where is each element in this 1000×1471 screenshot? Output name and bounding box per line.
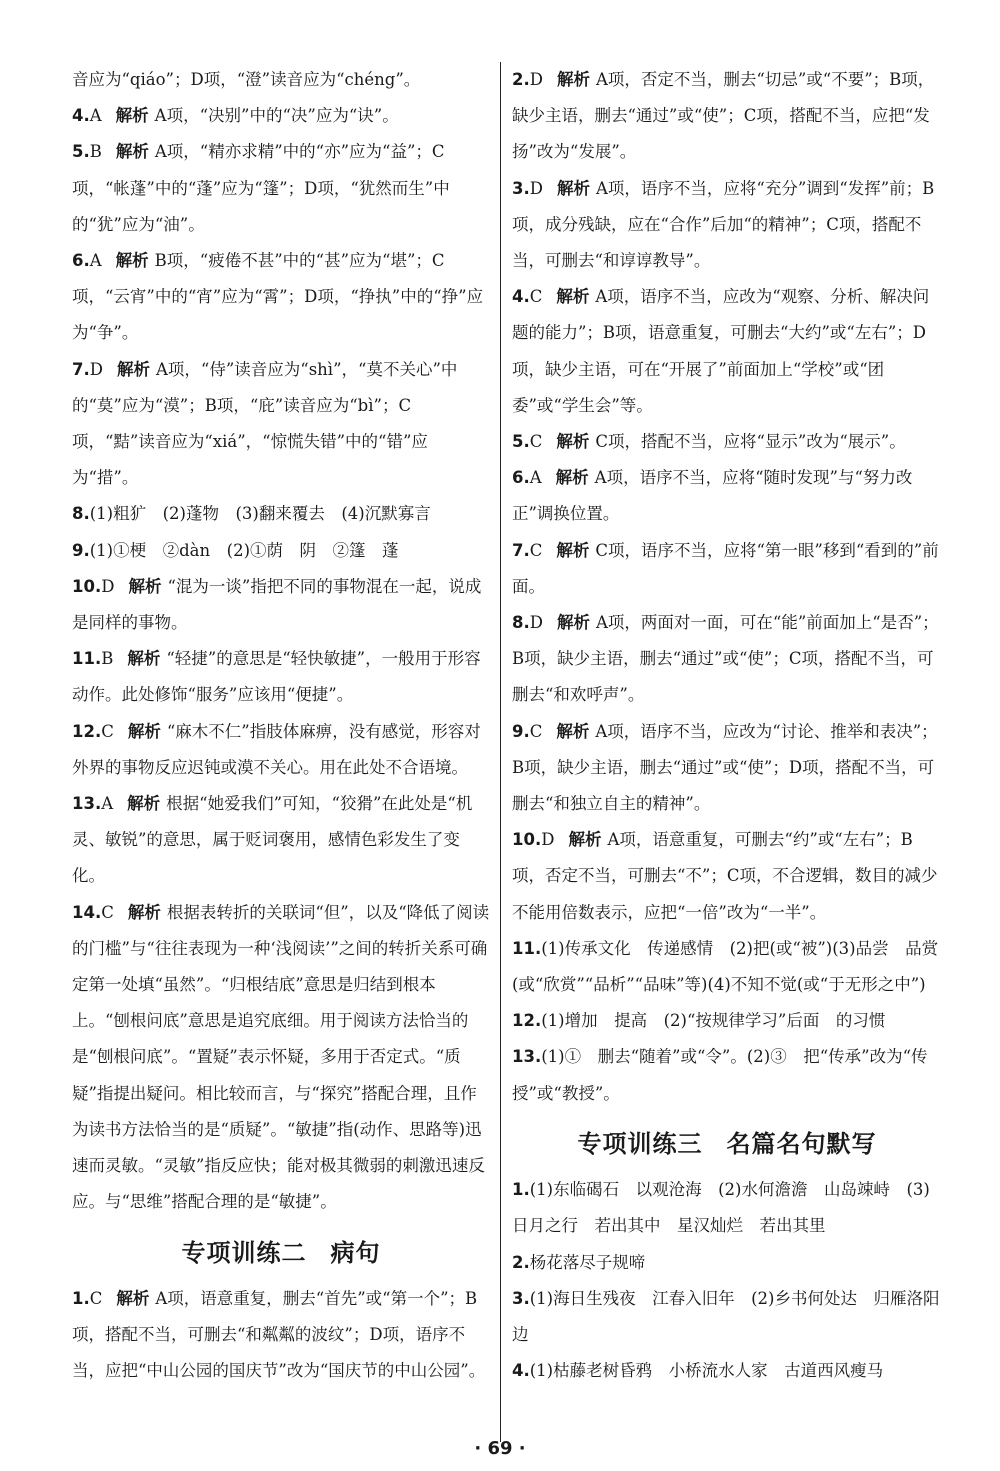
item-text: (1)粗犷 (2)蓬物 (3)翻来覆去 (4)沉默寡言	[89, 504, 431, 524]
item-text: A项，语意重复，可删去“约”或“左右”；B项，否定不当，可删去“不”；C项，不合逻辑，数目的减少不能用倍数表示，应把“一倍”改为“一半”。	[512, 830, 938, 922]
item-answer: A	[89, 106, 102, 126]
item-answer: D	[541, 830, 555, 850]
item-text: A项，语序不当，应将“随时发现”与“努力改正”调换位置。	[512, 468, 913, 524]
answer-item	[72, 714, 490, 786]
section-title-main: 专项训练三	[577, 1129, 703, 1158]
item-answer: D	[89, 359, 103, 379]
answer-item	[512, 1281, 942, 1353]
item-text: A项，“精亦求精”中的“亦”应为“益”；C项，“帐蓬”中的“蓬”应为“篷”；D项，“犹然而生”中的“犹”应为“油”。	[72, 142, 450, 234]
answer-item	[72, 569, 490, 641]
item-answer: C	[529, 721, 543, 741]
answer-item	[72, 243, 490, 352]
analysis-label: 解析	[556, 540, 590, 560]
column-divider	[500, 62, 501, 1442]
right-column	[512, 62, 942, 1389]
answer-item	[512, 1172, 942, 1244]
item-number: 9.	[72, 540, 90, 560]
answer-item	[72, 134, 490, 243]
analysis-label: 解析	[555, 468, 589, 488]
item-text: A项，语序不当，应改为“观察、分析、解决问题的能力”；B项，语意重复，可删去“大约”或“左右”；D项，缺少主语，可在“开展了”前面加上“学校”或“团委”或“学生会”等。	[512, 287, 930, 415]
item-answer: C	[101, 902, 114, 922]
section-title-sub: 名篇名句默写	[726, 1129, 877, 1158]
item-text: A项，语意重复，删去“首先”或“第一个”；B项，搭配不当，可删去“和粼粼的波纹”；D项，语序不当，应把“中山公园的国庆节”改为“国庆节的中山公园”。	[72, 1288, 486, 1381]
analysis-label: 解析	[115, 106, 149, 126]
answer-item	[512, 171, 942, 280]
analysis-label: 解析	[556, 432, 590, 452]
item-answer: A	[89, 251, 102, 271]
item-number: 7.	[512, 540, 530, 560]
item-number: 5.	[72, 142, 90, 162]
item-text: (1)枯藤老树昏鸦 小桥流水人家 古道西风瘦马	[529, 1361, 884, 1381]
left-column	[72, 62, 490, 1389]
item-number: 13.	[72, 794, 102, 814]
item-text: (1)增加 提高 (2)“按规律学习”后面 的习惯	[541, 1011, 886, 1031]
item-number: 10.	[512, 830, 542, 850]
item-text: (1)传承文化 传递感情 (2)把(或“被”)(3)品尝 品赏(或“欣赏”“品析”“品味”等)(4)不知不觉(或“于无形之中”)	[512, 938, 939, 995]
analysis-label: 解析	[115, 142, 149, 162]
item-number: 13.	[512, 1047, 542, 1067]
answer-item	[512, 931, 942, 1003]
analysis-label: 解析	[127, 902, 161, 922]
item-text: A项，两面对一面，可在“能”前面加上“是否”；B项，缺少主语，删去“通过”或“使”；C项，搭配不当，可删去“和欢呼声”。	[512, 613, 939, 705]
item-number: 6.	[512, 468, 530, 488]
item-answer: C	[529, 540, 543, 560]
item-number: 3.	[512, 1288, 530, 1308]
answer-item	[512, 714, 942, 823]
answer-item	[72, 895, 490, 1221]
analysis-label: 解析	[556, 287, 590, 307]
answer-item	[512, 460, 942, 532]
analysis-label: 解析	[116, 1288, 150, 1308]
answer-item	[512, 1039, 942, 1111]
item-text: A项，“决别”中的“决”应为“诀”。	[154, 106, 399, 126]
item-number: 5.	[512, 432, 530, 452]
item-number: 11.	[512, 938, 542, 958]
page-number: · 69 ·	[474, 1438, 526, 1459]
answer-item	[512, 279, 942, 424]
item-answer: D	[529, 178, 543, 198]
item-text: (1)① 删去“随着”或“令”。(2)③ 把“传承”改为“传授”或“教授”。	[512, 1047, 928, 1103]
item-text: A项，语序不当，应将“充分”调到“发挥”前；B项，成分残缺，应在“合作”后加“的精神”；C项，搭配不当，可删去“和谆谆教导”。	[512, 178, 935, 271]
answer-item	[72, 641, 490, 713]
item-answer: B	[89, 142, 102, 162]
analysis-label: 解析	[556, 613, 590, 633]
answer-item	[512, 533, 942, 605]
item-number: 11.	[72, 649, 102, 669]
item-text: 根据“她爱我们”可知，“狡猾”在此处是“机灵、敏锐”的意思，属于贬词褒用，感情色彩发生了变化。	[72, 794, 473, 886]
item-text: 根据表转折的关联词“但”，以及“降低了阅读的门槛”与“往往表现为一种‘浅阅读’”之间的转折关系可确定第一处填“虽然”。“归根结底”意思是归结到根本上。“刨根问底”意思是追究底细。用于阅读方法恰当的是“刨根问底”。“置疑”表示怀疑，多用于否定式。“质疑”指提出疑问。相比较而言，与“探究”搭配合理，且作为读书方法恰当的是“质疑”。“敏捷”指(动作、思路等)迅速而灵敏。“灵敏”指反应快；能对极其微弱的刺激迅速反应。与“思维”搭配合理的是“敏捷”。	[72, 902, 490, 1212]
item-answer: A	[101, 794, 114, 814]
item-text: A项，否定不当，删去“切忌”或“不要”；B项，缺少主语，删去“通过”或“使”；C项，搭配不当，应把“发扬”改为“发展”。	[512, 70, 935, 162]
item-number: 4.	[72, 106, 90, 126]
answer-item	[72, 496, 490, 532]
item-number: 4.	[512, 1361, 530, 1381]
answer-item	[512, 822, 942, 931]
item-text: 音应为“qiáo”；D项，“澄”读音应为“chéng”。	[72, 70, 421, 89]
item-number: 8.	[72, 504, 90, 524]
item-answer: C	[89, 1288, 103, 1308]
item-number: 8.	[512, 613, 530, 633]
answer-item	[72, 62, 490, 98]
item-text: 杨花落尽子规啼	[529, 1252, 646, 1272]
answer-item	[72, 1281, 490, 1390]
item-number: 12.	[512, 1011, 542, 1031]
analysis-label: 解析	[568, 830, 602, 850]
item-answer: A	[529, 468, 542, 488]
answer-item	[72, 98, 490, 134]
analysis-label: 解析	[556, 178, 590, 198]
section-title-main: 专项训练二	[181, 1238, 307, 1267]
item-text: “麻木不仁”指肢体麻痹，没有感觉，形容对外界的事物反应迟钝或漠不关心。用在此处不合语境。	[72, 721, 481, 777]
item-text: A项，“侍”读音应为“shì”，“莫不关心”中的“莫”应为“漠”；B项，“庇”读音应为“bì”；C项，“黠”读音应为“xiá”，“惊慌失错”中的“错”应为“措”。	[72, 359, 458, 488]
item-text: “混为一谈”指把不同的事物混在一起，说成是同样的事物。	[72, 576, 482, 633]
analysis-label: 解析	[115, 251, 149, 271]
item-answer: D	[529, 613, 543, 633]
item-number: 9.	[512, 721, 530, 741]
analysis-label: 解析	[556, 70, 590, 89]
item-answer: C	[101, 721, 114, 741]
item-number: 3.	[512, 178, 530, 198]
item-number: 14.	[72, 902, 102, 922]
item-number: 10.	[72, 576, 102, 596]
analysis-label: 解析	[128, 576, 162, 596]
item-number: 4.	[512, 287, 530, 307]
item-answer: C	[529, 432, 543, 452]
answer-item	[512, 605, 942, 714]
answer-item	[512, 1353, 942, 1389]
item-number: 1.	[72, 1288, 90, 1308]
answer-item	[512, 1245, 942, 1281]
item-text: A项，语序不当，应改为“讨论、推举和表决”；B项，缺少主语，删去“通过”或“使”；D项，搭配不当，可删去“和独立自主的精神”。	[512, 721, 938, 814]
answer-item	[512, 1003, 942, 1039]
item-text: C项，搭配不当，应将“显示”改为“展示”。	[595, 432, 906, 452]
analysis-label: 解析	[127, 794, 161, 814]
item-text: C项，语序不当，应将“第一眼”移到“看到的”前面。	[512, 540, 939, 596]
answer-item	[72, 352, 490, 497]
answer-item	[512, 62, 942, 171]
analysis-label: 解析	[556, 721, 590, 741]
item-text: B项，“疲倦不甚”中的“甚”应为“堪”；C项，“云宵”中的“宵”应为“霄”；D项，“挣执”中的“挣”应为“争”。	[72, 251, 484, 343]
item-text: (1)东临碣石 以观沧海 (2)水何澹澹 山岛竦峙 (3)日月之行 若出其中 星汉灿烂 若出其里	[512, 1180, 930, 1236]
item-number: 6.	[72, 251, 90, 271]
item-number: 2.	[512, 1252, 530, 1272]
analysis-label: 解析	[116, 359, 150, 379]
answer-item	[72, 786, 490, 895]
item-answer: D	[529, 70, 543, 89]
answer-item	[512, 424, 942, 460]
item-number: 2.	[512, 70, 530, 89]
analysis-label: 解析	[127, 649, 161, 669]
item-number: 12.	[72, 721, 102, 741]
item-answer: C	[529, 287, 543, 307]
section-title	[72, 1235, 490, 1271]
item-number: 7.	[72, 359, 90, 379]
item-text: (1)海日生残夜 江春入旧年 (2)乡书何处达 归雁洛阳边	[512, 1288, 940, 1344]
section-title-sub: 病句	[330, 1238, 381, 1267]
section-title	[512, 1126, 942, 1162]
item-number: 1.	[512, 1180, 530, 1200]
answer-item	[72, 533, 490, 569]
analysis-label: 解析	[127, 721, 161, 741]
item-answer: B	[101, 649, 114, 669]
item-text: (1)①梗 ②dàn (2)①荫 阴 ②篷 蓬	[89, 540, 399, 560]
item-text: “轻捷”的意思是“轻快敏捷”，一般用于形容动作。此处修饰“服务”应该用“便捷”。	[72, 649, 481, 705]
item-answer: D	[101, 576, 115, 596]
